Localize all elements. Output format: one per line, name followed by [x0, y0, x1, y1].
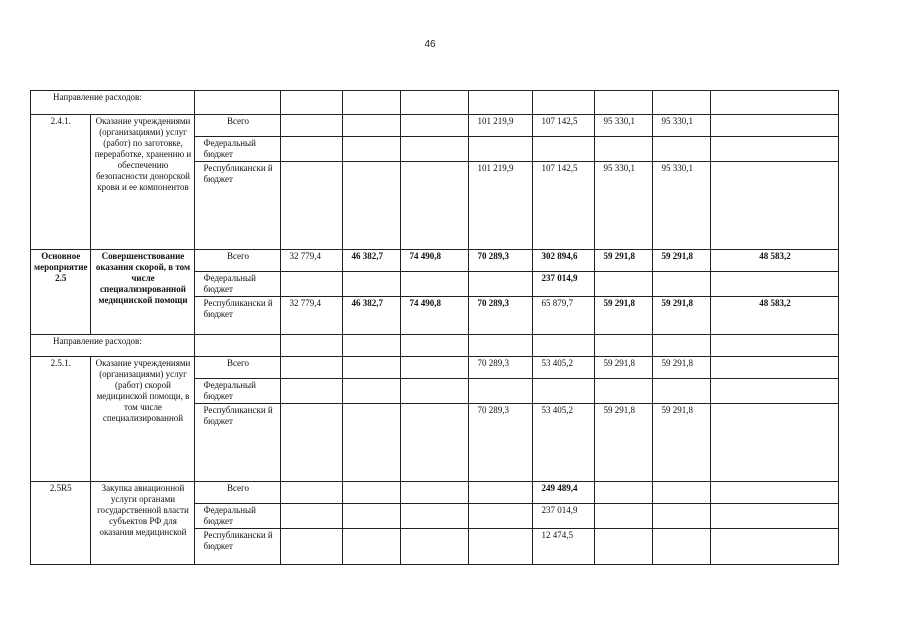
source-total: Всего — [195, 250, 281, 272]
value-cell — [281, 137, 343, 162]
value-cell — [343, 529, 401, 565]
value-cell — [711, 272, 839, 297]
direction-label: Направление расходов: — [31, 91, 195, 115]
value-cell — [401, 529, 469, 565]
value-cell — [401, 272, 469, 297]
source-total: Всего — [195, 357, 281, 379]
value-cell: 65 879,7 — [533, 297, 595, 335]
value-cell: 59 291,8 — [595, 297, 653, 335]
value-cell: 95 330,1 — [653, 162, 711, 250]
source-republic: Республикански й бюджет — [195, 162, 281, 250]
value-cell — [653, 529, 711, 565]
value-cell: 12 474,5 — [533, 529, 595, 565]
value-cell — [653, 137, 711, 162]
value-cell — [711, 162, 839, 250]
value-cell: 59 291,8 — [653, 297, 711, 335]
value-cell — [343, 115, 401, 137]
value-cell — [343, 137, 401, 162]
value-cell: 53 405,2 — [533, 357, 595, 379]
measure-name: Совершенствование оказания скорой, в том числе специализированной медицинской помощи — [91, 250, 195, 335]
value-cell — [711, 379, 839, 404]
table-row — [31, 357, 839, 379]
value-cell — [401, 137, 469, 162]
value-cell: 70 289,3 — [469, 404, 533, 482]
value-cell — [711, 482, 839, 504]
table-row — [31, 250, 839, 272]
value-cell: 74 490,8 — [401, 297, 469, 335]
value-cell — [469, 482, 533, 504]
value-cell: 59 291,8 — [595, 357, 653, 379]
value-cell — [343, 404, 401, 482]
table-row-direction — [31, 335, 839, 357]
value-cell: 59 291,8 — [595, 404, 653, 482]
value-cell — [653, 272, 711, 297]
value-cell: 32 779,4 — [281, 297, 343, 335]
value-cell: 249 489,4 — [533, 482, 595, 504]
value-cell: 32 779,4 — [281, 250, 343, 272]
table-row-direction — [31, 91, 839, 115]
value-cell: 48 583,2 — [711, 250, 839, 272]
value-cell — [469, 137, 533, 162]
measure-name: Закупка авиационной услуги органами государственной власти субъектов РФ для оказания медицинской — [91, 482, 195, 565]
value-cell: 95 330,1 — [595, 115, 653, 137]
value-cell — [711, 529, 839, 565]
value-cell — [281, 357, 343, 379]
value-cell: 59 291,8 — [653, 250, 711, 272]
value-cell — [401, 482, 469, 504]
value-cell — [401, 504, 469, 529]
value-cell — [343, 379, 401, 404]
value-cell: 59 291,8 — [653, 357, 711, 379]
budget-table — [30, 90, 839, 565]
value-cell — [401, 379, 469, 404]
value-cell: 95 330,1 — [653, 115, 711, 137]
value-cell — [711, 115, 839, 137]
value-cell — [281, 162, 343, 250]
value-cell — [711, 357, 839, 379]
value-cell — [281, 504, 343, 529]
table-row — [31, 115, 839, 137]
value-cell — [281, 272, 343, 297]
value-cell — [343, 357, 401, 379]
value-cell — [595, 482, 653, 504]
value-cell — [469, 529, 533, 565]
value-cell — [469, 272, 533, 297]
value-cell — [653, 482, 711, 504]
value-cell — [595, 272, 653, 297]
source-federal: Федеральный бюджет — [195, 272, 281, 297]
measure-name: Оказание учреждениями (организациями) услуг (работ) скорой медицинской помощи, в том числе специализированной — [91, 357, 195, 482]
source-total: Всего — [195, 115, 281, 137]
value-cell — [469, 379, 533, 404]
value-cell — [343, 272, 401, 297]
measure-code: 2.5.1. — [31, 357, 91, 482]
source-republic: Республикански й бюджет — [195, 297, 281, 335]
value-cell — [595, 137, 653, 162]
direction-label: Направление расходов: — [31, 335, 195, 357]
value-cell — [281, 404, 343, 482]
value-cell — [281, 379, 343, 404]
value-cell — [469, 504, 533, 529]
value-cell — [343, 162, 401, 250]
value-cell: 46 382,7 — [343, 297, 401, 335]
value-cell — [653, 379, 711, 404]
source-federal: Федеральный бюджет — [195, 379, 281, 404]
measure-code: 2.4.1. — [31, 115, 91, 250]
value-cell: 70 289,3 — [469, 297, 533, 335]
page-number: 46 — [424, 39, 436, 50]
value-cell: 107 142,5 — [533, 115, 595, 137]
value-cell — [653, 504, 711, 529]
value-cell: 101 219,9 — [469, 115, 533, 137]
value-cell: 48 583,2 — [711, 297, 839, 335]
value-cell — [281, 482, 343, 504]
value-cell: 70 289,3 — [469, 357, 533, 379]
value-cell — [401, 357, 469, 379]
value-cell: 95 330,1 — [595, 162, 653, 250]
value-cell: 107 142,5 — [533, 162, 595, 250]
value-cell — [595, 504, 653, 529]
source-federal: Федеральный бюджет — [195, 137, 281, 162]
value-cell — [595, 529, 653, 565]
value-cell — [343, 482, 401, 504]
source-republic: Республикански й бюджет — [195, 529, 281, 565]
value-cell: 59 291,8 — [595, 250, 653, 272]
value-cell — [711, 137, 839, 162]
value-cell — [401, 404, 469, 482]
value-cell — [711, 504, 839, 529]
value-cell — [401, 115, 469, 137]
value-cell: 46 382,7 — [343, 250, 401, 272]
table-row — [31, 482, 839, 504]
value-cell — [533, 379, 595, 404]
value-cell: 74 490,8 — [401, 250, 469, 272]
source-federal: Федеральный бюджет — [195, 504, 281, 529]
value-cell: 53 405,2 — [533, 404, 595, 482]
measure-code: Основное мероприятие 2.5 — [31, 250, 91, 335]
value-cell — [281, 529, 343, 565]
source-total: Всего — [195, 482, 281, 504]
value-cell — [711, 404, 839, 482]
value-cell: 237 014,9 — [533, 504, 595, 529]
value-cell — [401, 162, 469, 250]
value-cell: 101 219,9 — [469, 162, 533, 250]
source-republic: Республикански й бюджет — [195, 404, 281, 482]
value-cell: 70 289,3 — [469, 250, 533, 272]
value-cell: 59 291,8 — [653, 404, 711, 482]
value-cell: 302 894,6 — [533, 250, 595, 272]
value-cell — [281, 115, 343, 137]
value-cell: 237 014,9 — [533, 272, 595, 297]
measure-name: Оказание учреждениями (организациями) услуг (работ) по заготовке, переработке, хранению и обеспечению безопасности донорской крови и ее компонентов — [91, 115, 195, 250]
value-cell — [343, 504, 401, 529]
value-cell — [595, 379, 653, 404]
measure-code: 2.5R5 — [31, 482, 91, 565]
value-cell — [533, 137, 595, 162]
